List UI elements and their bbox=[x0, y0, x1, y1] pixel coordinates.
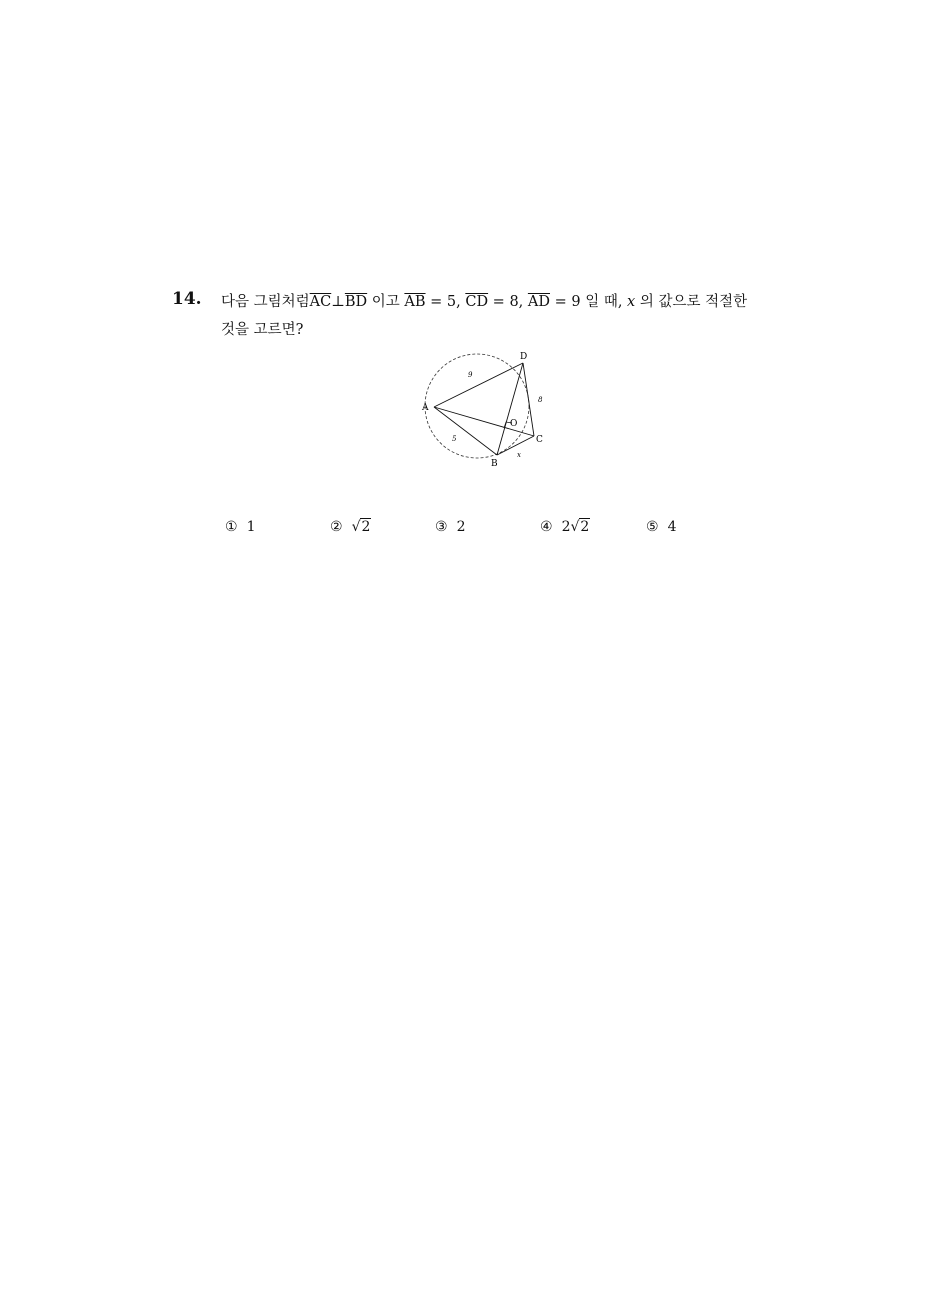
segment-ab: $\overline{AB}$ bbox=[404, 294, 426, 310]
text-segment: 다음 그림처럼 bbox=[221, 294, 310, 310]
sqrt-radicand: 2 bbox=[580, 519, 590, 535]
edge-label-ab: 5 bbox=[452, 435, 457, 443]
diagonal-bd bbox=[497, 363, 523, 455]
circumcircle bbox=[425, 354, 529, 458]
segment-ac: $\overline{AC}$ bbox=[309, 294, 332, 310]
question-number: 14. bbox=[172, 289, 202, 309]
choice-4[interactable] bbox=[540, 519, 590, 535]
label-d: D bbox=[520, 352, 528, 362]
perpendicular-symbol: ⊥ bbox=[331, 294, 345, 310]
label-b: B bbox=[491, 459, 498, 469]
edge-label-ad: 9 bbox=[468, 371, 473, 379]
question-text-line-2: 것을 고르면? bbox=[221, 322, 304, 338]
choice-symbol: ⑤ bbox=[646, 519, 659, 535]
geometry-figure bbox=[410, 345, 560, 479]
text-segment: 이고 bbox=[367, 294, 405, 310]
circle-quadrilateral-diagram bbox=[410, 345, 560, 475]
edge-label-cd: 8 bbox=[538, 396, 543, 404]
choice-coefficient: 2 bbox=[561, 519, 571, 535]
sqrt-sign: √ bbox=[351, 519, 361, 535]
sqrt-expression bbox=[352, 519, 372, 535]
text-segment: = 8, bbox=[488, 294, 528, 310]
choice-2[interactable] bbox=[330, 519, 371, 535]
sqrt-sign: √ bbox=[570, 519, 580, 535]
text-segment: = 5, bbox=[425, 294, 466, 310]
label-a: A bbox=[422, 403, 429, 413]
choice-5[interactable] bbox=[646, 519, 676, 535]
sqrt-expression bbox=[570, 519, 590, 535]
choice-symbol: ③ bbox=[435, 519, 448, 535]
choice-value: 4 bbox=[667, 519, 677, 535]
choice-symbol: ④ bbox=[540, 519, 553, 535]
choice-value: 2 bbox=[456, 519, 466, 535]
edge-ad bbox=[434, 363, 523, 407]
label-o: O bbox=[510, 419, 518, 429]
edge-label-bc: x bbox=[517, 451, 521, 459]
diagonal-ac bbox=[434, 407, 534, 436]
segment-ad: $\overline{AD}$ bbox=[527, 294, 550, 310]
variable-x: x bbox=[627, 294, 636, 310]
question-text-line-1 bbox=[221, 290, 747, 311]
text-segment: 의 값으로 적절한 bbox=[635, 294, 748, 310]
choice-3[interactable] bbox=[435, 519, 465, 535]
choice-symbol: ② bbox=[330, 519, 343, 535]
edge-cd bbox=[523, 363, 534, 436]
sqrt-radicand: 2 bbox=[361, 519, 371, 535]
label-c: C bbox=[536, 435, 543, 445]
choice-symbol: ① bbox=[225, 519, 238, 535]
choice-1[interactable] bbox=[225, 519, 255, 535]
edge-bc bbox=[497, 436, 534, 455]
text-segment: = 9 일 때, bbox=[550, 294, 628, 310]
segment-cd: $\overline{CD}$ bbox=[465, 294, 489, 310]
choice-value: 1 bbox=[246, 519, 256, 535]
segment-bd: $\overline{BD}$ bbox=[344, 294, 368, 310]
edge-ab bbox=[434, 407, 497, 455]
